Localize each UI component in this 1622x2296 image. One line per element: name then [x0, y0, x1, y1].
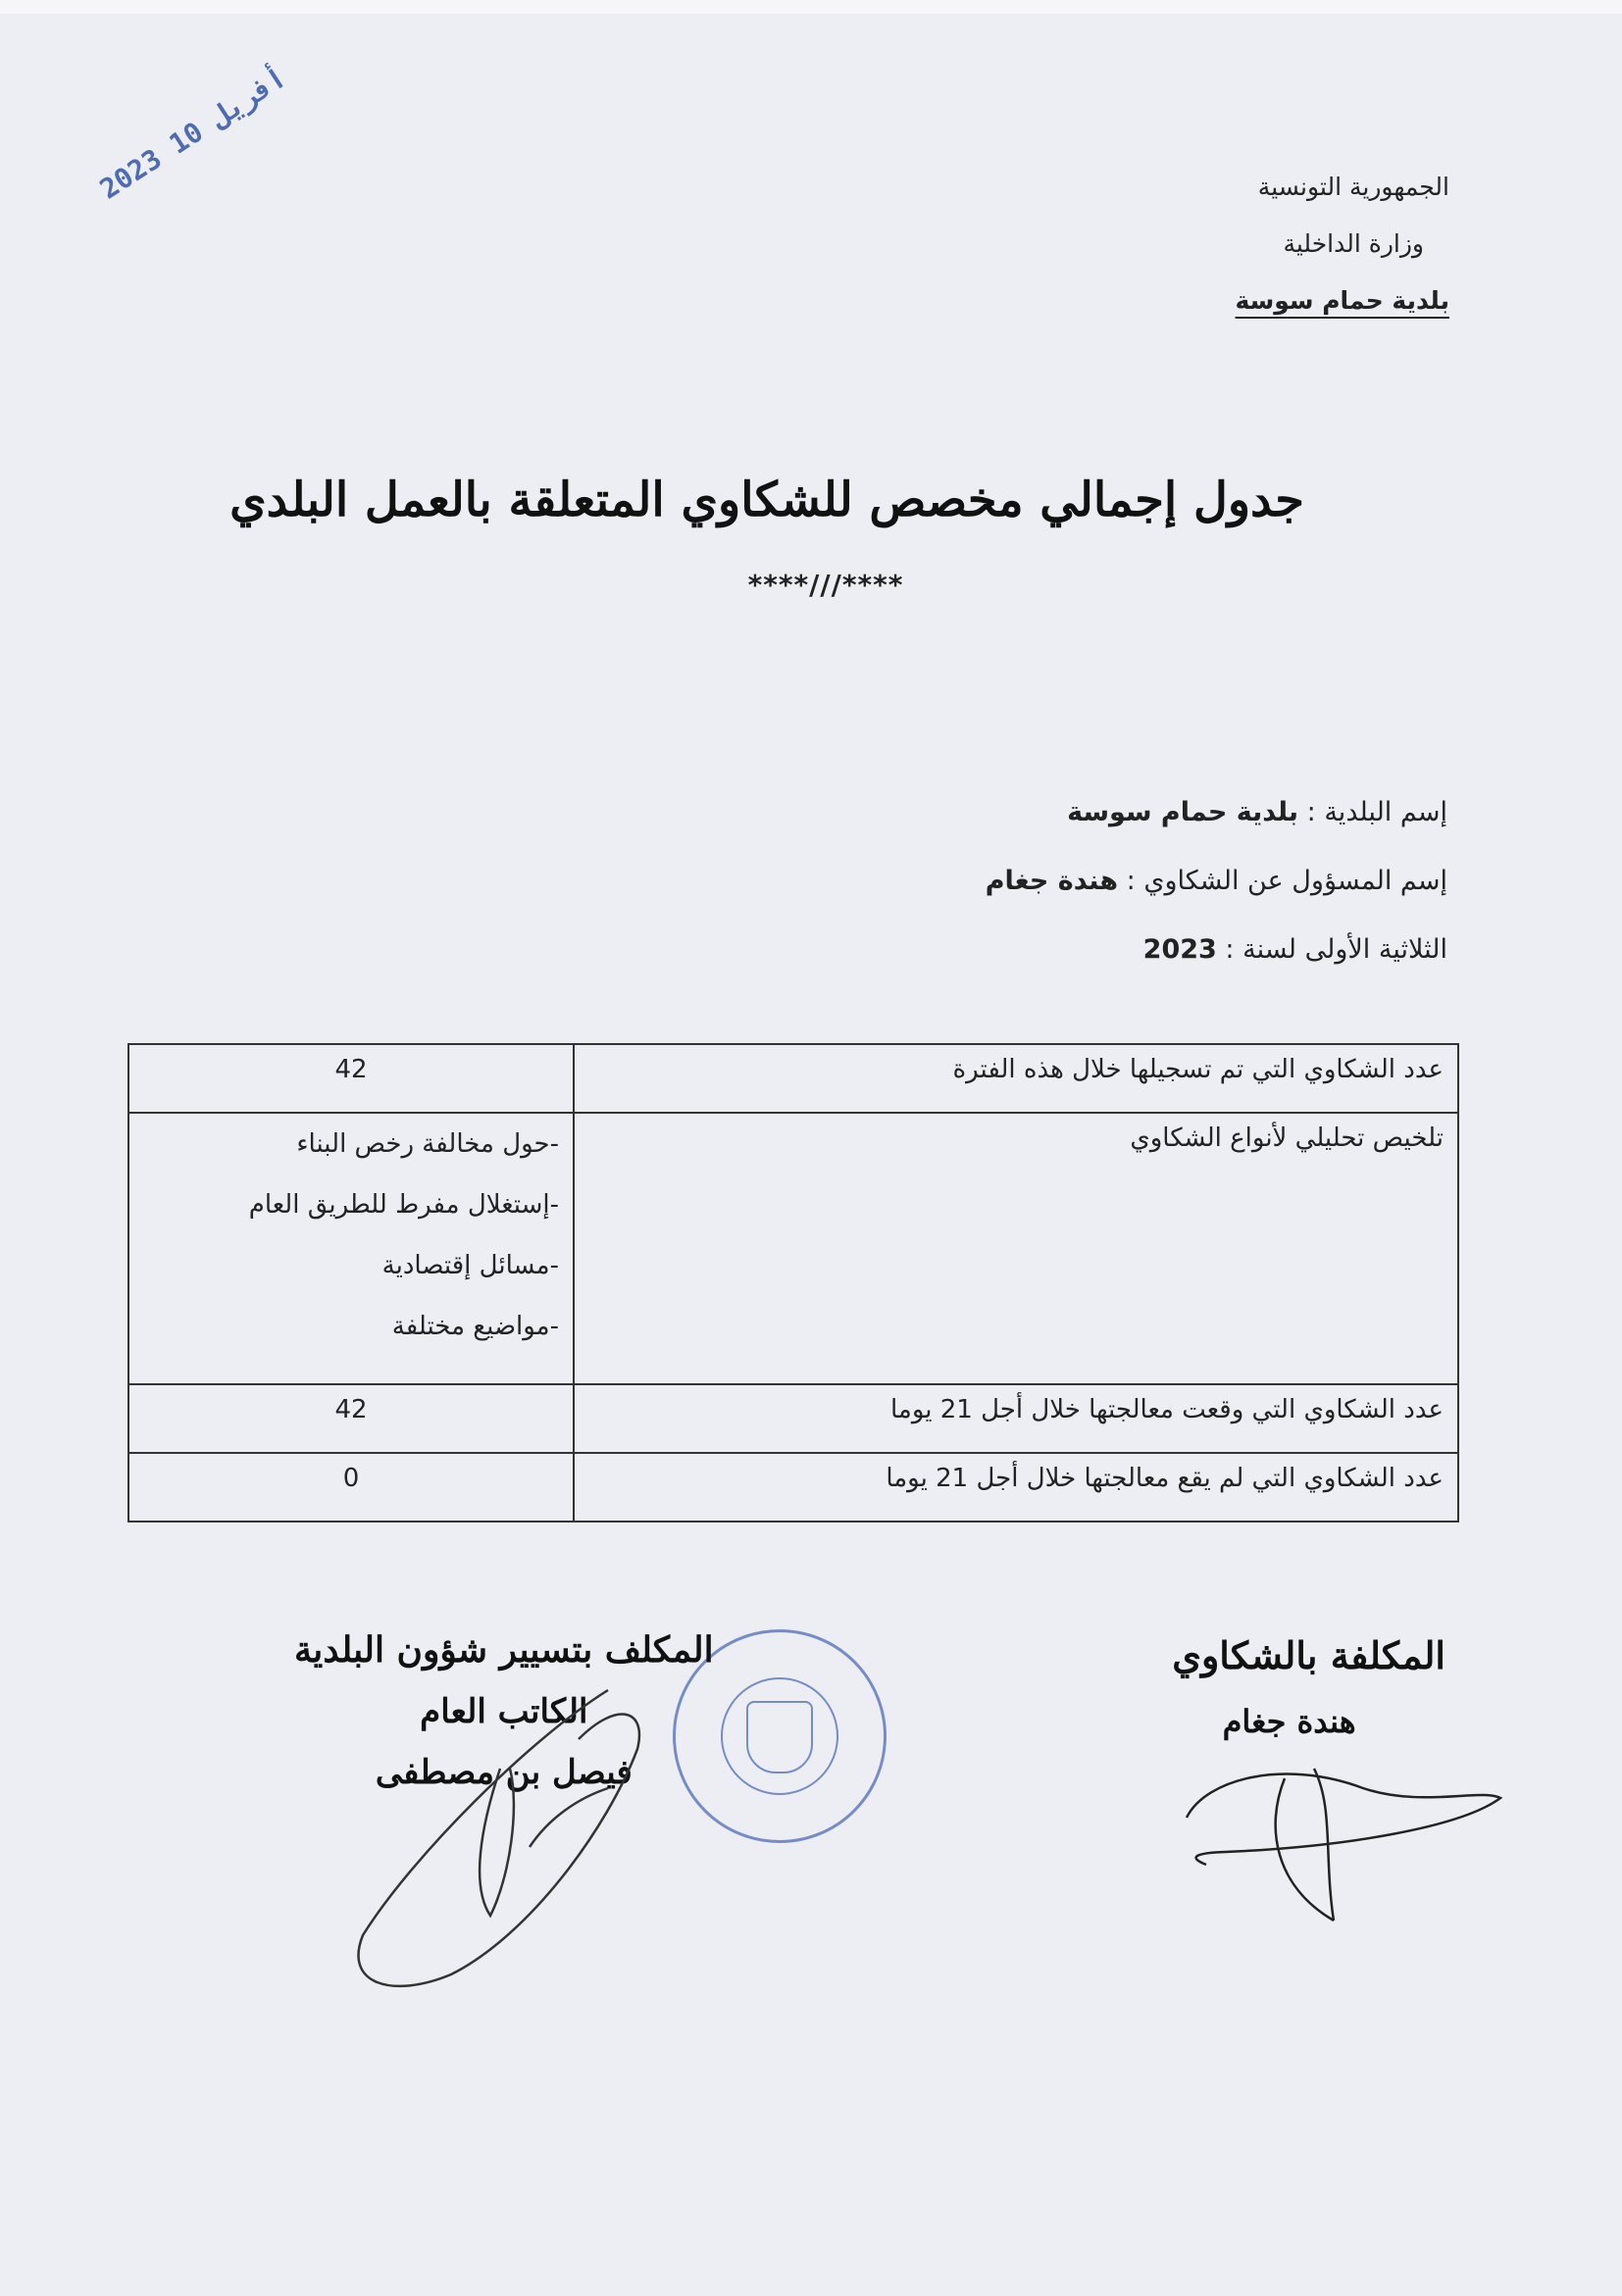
handwritten-signature-right	[1167, 1739, 1510, 1935]
title-ornament: ****///****	[747, 569, 904, 601]
list-item: -مواضيع مختلفة	[391, 1312, 559, 1341]
document-title: جدول إجمالي مخصص للشكاوي المتعلقة بالعمل البلدي	[229, 473, 1304, 527]
info-officer-value: هندة جغام	[985, 866, 1119, 896]
received-date-stamp: 2023 أفريل 10	[94, 61, 292, 206]
list-item: -مسائل إقتصادية	[381, 1251, 559, 1280]
unprocessed-value-cell: 0	[128, 1453, 574, 1522]
table-row	[128, 1044, 1458, 1113]
processed-value-cell: 42	[128, 1384, 574, 1453]
admin-role: المكلف بتسيير شؤون البلدية	[294, 1629, 714, 1671]
list-item: -إستغلال مفرط للطريق العام	[248, 1190, 559, 1220]
table-row	[128, 1384, 1458, 1453]
municipality-name: بلدية حمام سوسة	[1235, 286, 1449, 315]
info-municipality-value: بلدية حمام سوسة	[1067, 797, 1299, 827]
info-officer-label: إسم المسؤول عن الشكاوي :	[1126, 866, 1447, 896]
admin-title: الكاتب العام	[420, 1692, 588, 1731]
analysis-items-cell	[128, 1113, 574, 1384]
registered-label-cell: عدد الشكاوي التي تم تسجيلها خلال هذه الفترة	[574, 1044, 1458, 1113]
complaints-officer-role: المكلفة بالشكاوي	[1172, 1633, 1445, 1677]
info-quarter	[986, 916, 1447, 984]
analysis-label-cell: تلخيص تحليلي لأنواع الشكاوي	[574, 1113, 1458, 1384]
list-item: -حول مخالفة رخص البناء	[296, 1129, 559, 1159]
table-row	[128, 1113, 1458, 1384]
processed-label-cell: عدد الشكاوي التي وقعت معالجتها خلال أجل 21 يوما	[574, 1384, 1458, 1453]
republic-name: الجمهورية التونسية	[1257, 173, 1449, 201]
complaints-officer-name: هندة جغام	[1222, 1703, 1356, 1740]
admin-name: فيصل بن مصطفى	[375, 1753, 633, 1792]
handwritten-signature-left	[353, 1680, 667, 2004]
ministry-name: وزارة الداخلية	[1283, 229, 1424, 258]
table-row	[128, 1453, 1458, 1522]
info-municipality	[986, 778, 1447, 847]
info-municipality-label: إسم البلدية :	[1306, 797, 1447, 827]
seal-emblem	[746, 1701, 813, 1773]
complaints-summary-table	[127, 1043, 1459, 1522]
complaints-officer-signature-block	[1172, 1633, 1445, 1740]
info-officer	[986, 847, 1447, 916]
info-quarter-label: الثلاثية الأولى لسنة :	[1225, 934, 1447, 965]
unprocessed-label-cell: عدد الشكاوي التي لم يقع معالجتها خلال أجل 21 يوما	[574, 1453, 1458, 1522]
letterhead	[1236, 159, 1449, 329]
registered-value-cell: 42	[128, 1044, 574, 1113]
info-quarter-value: 2023	[1142, 934, 1217, 965]
info-block	[986, 778, 1447, 984]
